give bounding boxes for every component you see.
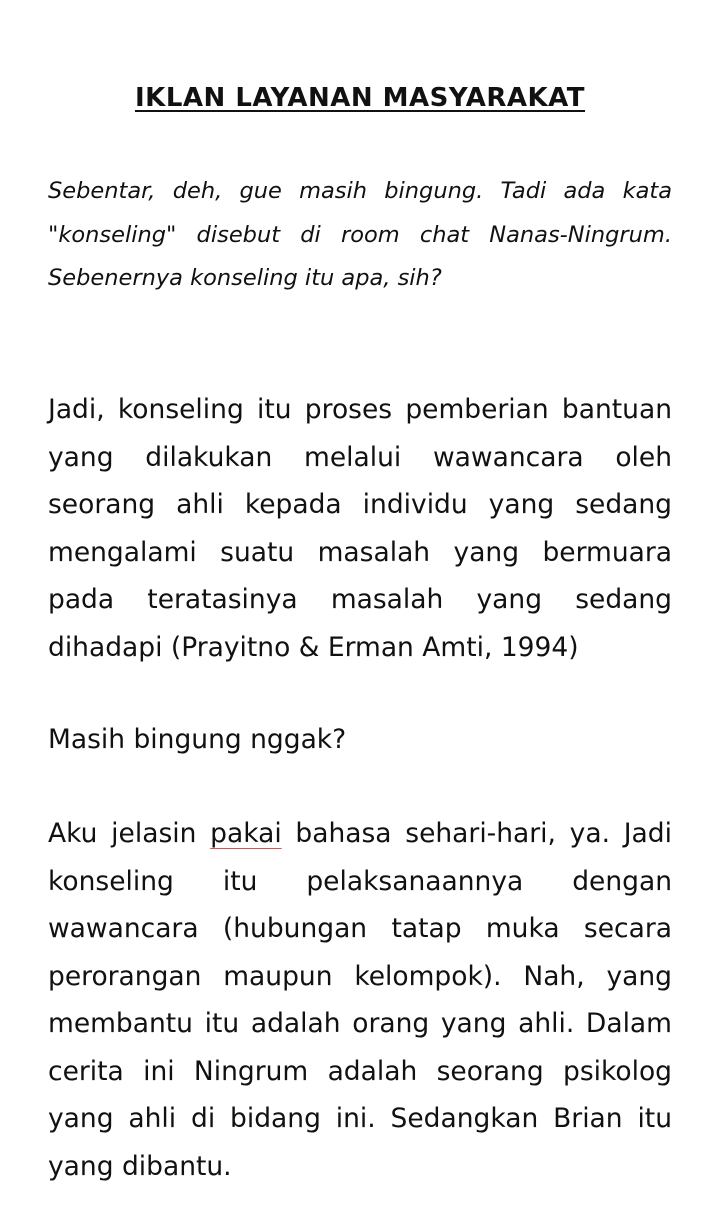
explanation-text-rest: bahasa sehari-hari, ya. Jadi konseling itu pelaksanaannya dengan wawancara (hubungan tatap muka secara perorangan maupun kelompok). Nah, yang membantu itu adalah orang yang ahli. Dalam cerita ini Ningrum adalah seorang psikolog yang ahli di bidang ini. Sedangkan Brian itu yang dibantu. [48,818,672,1182]
explanation-text-start: Aku jelasin [48,818,211,849]
spellcheck-marked-word[interactable]: pakai [210,818,282,849]
explanation-paragraph [48,810,672,1190]
page-title: IKLAN LAYANAN MASYARAKAT [135,83,585,113]
question-paragraph: Masih bingung nggak? [48,724,347,755]
intro-paragraph: Sebentar, deh, gue masih bingung. Tadi ada kata "konseling" disebut di room chat Nanas-Ningrum. Sebenernya konseling itu apa, sih? [48,178,672,291]
definition-paragraph: Jadi, konseling itu proses pemberian bantuan yang dilakukan melalui wawancara oleh seorang ahli kepada individu yang sedang mengalami suatu masalah yang bermuara pada teratasinya masalah yang sedang dihadapi (Prayitno & Erman Amti, 1994) [48,394,672,663]
